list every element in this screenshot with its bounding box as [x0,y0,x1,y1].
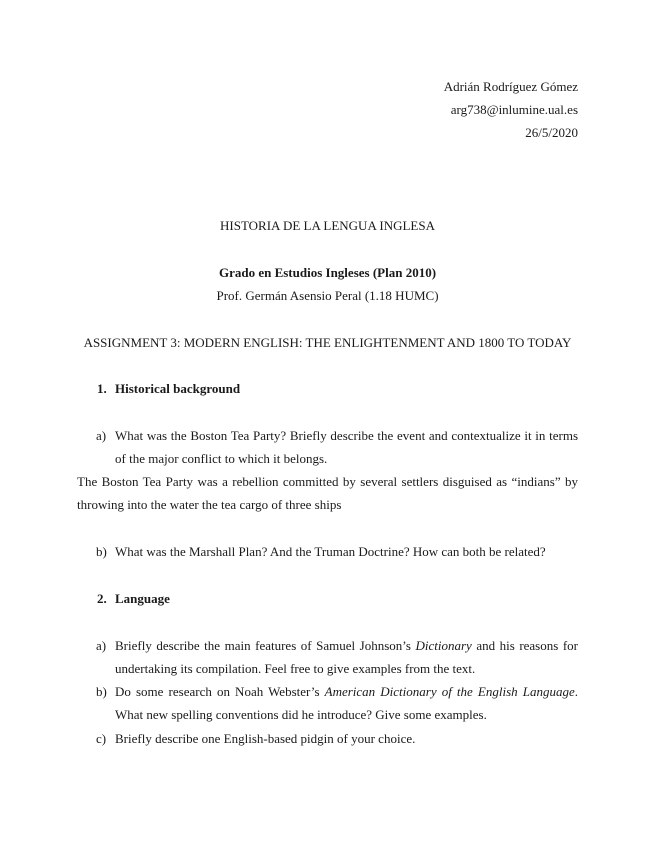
section-1-number: 1. [97,381,107,396]
professor-line: Prof. Germán Asensio Peral (1.18 HUMC) [216,288,439,303]
question-2b-line-2: What new spelling conventions did he introduce? Give some examples. [115,707,487,722]
section-2-number: 2. [97,591,107,606]
assignment-title: ASSIGNMENT 3: MODERN ENGLISH: THE ENLIGHTENMENT AND 1800 TO TODAY [83,335,572,350]
dictionary-title: Dictionary [415,638,472,653]
question-2a-text-pre: Briefly describe the main features of Samuel Johnson’s [115,638,416,653]
question-2b-text-post: . [574,684,578,699]
author-name: Adrián Rodríguez Gómez [443,79,578,94]
author-email: arg738@inlumine.ual.es [450,102,578,117]
question-2a-text-post: and his reasons for [471,638,578,653]
question-1a-line-2: of the major conflict to which it belongs. [115,451,328,466]
question-1a-marker: a) [96,428,107,443]
question-2b-line-1 [115,685,578,698]
question-2a-line-1 [115,639,578,652]
degree-title: Grado en Estudios Ingleses (Plan 2010) [218,265,437,280]
question-2c-line-1: Briefly describe one English-based pidgin of your choice. [115,731,416,746]
section-1-heading: Historical background [115,381,241,396]
question-2b-marker: b) [96,684,107,699]
course-title: HISTORIA DE LA LENGUA INGLESA [220,218,435,233]
question-1a-line-1: What was the Boston Tea Party? Briefly describe the event and contextualize it in terms [115,428,578,443]
question-1b-line-1: What was the Marshall Plan? And the Truman Doctrine? How can both be related? [115,544,546,559]
section-2-heading: Language [115,591,170,606]
question-2c-marker: c) [96,731,107,746]
question-1b-marker: b) [96,544,107,559]
question-2a-marker: a) [96,638,107,653]
document-date: 26/5/2020 [525,125,578,140]
american-dictionary-title: American Dictionary of the English Language [324,684,575,699]
question-2b-text-pre: Do some research on Noah Webster’s [115,684,325,699]
answer-1a-line-1: The Boston Tea Party was a rebellion committed by several settlers disguised as “indians” by [77,474,578,489]
answer-1a-line-2: throwing into the water the tea cargo of three ships [77,497,342,512]
question-2a-line-2: undertaking its compilation. Feel free to give examples from the text. [115,661,476,676]
